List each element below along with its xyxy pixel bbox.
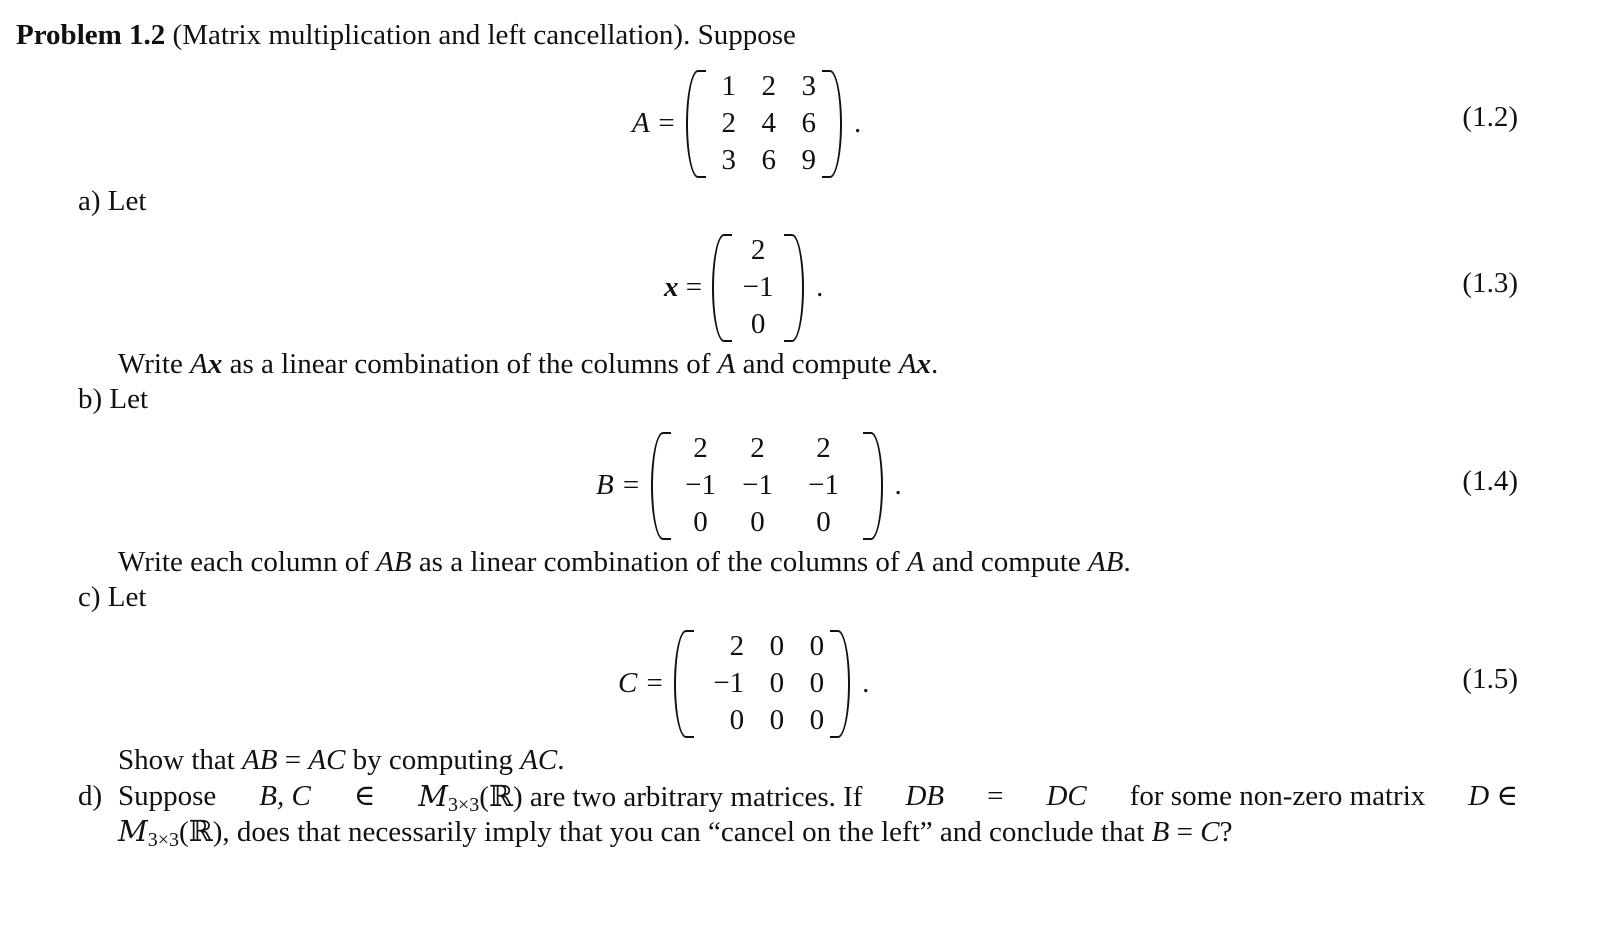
- right-paren: [863, 432, 883, 540]
- task-text: Write: [118, 348, 191, 380]
- task-text: Suppose: [118, 780, 217, 812]
- matrix-cell: 9: [801, 144, 817, 177]
- right-paren: [822, 70, 842, 178]
- math-symbol: AC: [308, 744, 346, 776]
- matrix-cell: 0: [693, 506, 708, 539]
- matrix-cell: 3: [721, 144, 737, 177]
- part-d-label: d): [78, 780, 103, 812]
- task-text: by computing: [345, 744, 521, 776]
- matrix-cell: 0: [816, 506, 831, 539]
- matrix-cell: 0: [769, 667, 785, 700]
- matrix-cell: −1: [742, 469, 773, 502]
- matrix-cell: −1: [713, 667, 745, 700]
- part-a-label-line: [78, 184, 146, 219]
- part-a-task: [118, 347, 938, 382]
- math-symbol: B: [1151, 816, 1170, 848]
- task-text: ?: [1219, 816, 1233, 848]
- matrix-c-grid: [694, 628, 830, 739]
- task-text: .: [1123, 546, 1131, 578]
- math-symbol: AB: [1088, 546, 1124, 578]
- equation-number-1-5: (1.5): [1462, 663, 1518, 695]
- matrix-cell: 0: [809, 630, 825, 663]
- vector-x-symbol: x: [664, 271, 679, 304]
- matrix-c-equation: [618, 628, 869, 739]
- left-paren: [674, 630, 694, 738]
- matrix-cell: 2: [750, 432, 765, 465]
- problem-number: Problem 1.2: [16, 19, 166, 51]
- task-text: and compute: [924, 546, 1089, 578]
- matrix-cell: 0: [729, 704, 745, 737]
- left-paren: [686, 70, 706, 178]
- vector-x-grid: [732, 232, 784, 343]
- part-c-task: [118, 743, 565, 778]
- task-text: (ℝ), does that necessarily imply that you can “cancel on the left” and conclude that: [178, 816, 1152, 848]
- task-text: Show that: [118, 744, 243, 776]
- problem-title: (Matrix multiplication and left cancellation).: [172, 19, 691, 51]
- matrix-cell: 6: [761, 144, 777, 177]
- matrix-cell: 0: [750, 506, 765, 539]
- vector-cell: −1: [742, 271, 774, 304]
- part-b-label-line: [78, 382, 148, 417]
- problem-heading-line: [16, 18, 796, 53]
- matrix-cell: 4: [761, 107, 777, 140]
- calligraphic-m: M: [118, 814, 148, 848]
- matrix-cell: 2: [693, 432, 708, 465]
- math-symbol: DB: [905, 780, 945, 812]
- part-c-intro: Let: [107, 581, 147, 613]
- task-text: (ℝ) are two arbitrary matrices. If: [479, 781, 863, 813]
- matrix-b-equation: [596, 430, 902, 541]
- task-text: as a linear combination of the columns of: [222, 348, 718, 380]
- task-text: Write each column of: [118, 546, 377, 578]
- left-paren: [712, 234, 732, 342]
- problem-lead: Suppose: [697, 19, 796, 51]
- matrix-cell: 0: [769, 704, 785, 737]
- matrix-cell: 0: [809, 704, 825, 737]
- period: .: [816, 271, 824, 304]
- math-symbol: A: [898, 348, 917, 380]
- math-symbol: A: [906, 546, 925, 578]
- equals-sign: =: [685, 271, 703, 304]
- period: .: [894, 469, 902, 502]
- math-symbol: DC: [1046, 780, 1087, 812]
- vector-x-equation: [664, 232, 823, 343]
- task-text: =: [1169, 816, 1201, 848]
- equation-number-1-3: (1.3): [1462, 267, 1518, 299]
- math-symbol: AB: [376, 546, 412, 578]
- subscript: 3×3: [147, 829, 179, 851]
- math-symbol: x: [207, 348, 223, 380]
- task-text: ∈: [1489, 780, 1518, 812]
- math-symbol: D: [1468, 780, 1490, 812]
- task-text: =: [987, 780, 1004, 812]
- part-b-intro: Let: [109, 383, 149, 415]
- math-symbol: A: [717, 348, 736, 380]
- subscript: 3×3: [447, 794, 480, 816]
- matrix-cell: 1: [721, 70, 737, 103]
- part-b-task: [118, 545, 1131, 580]
- equation-number-1-4: (1.4): [1462, 465, 1518, 497]
- period: .: [854, 107, 862, 140]
- calligraphic-m: M: [418, 779, 448, 813]
- matrix-cell: −1: [808, 469, 839, 502]
- vector-x-lhs: [664, 270, 702, 305]
- vector-cell: 0: [750, 308, 766, 341]
- matrix-cell: −1: [685, 469, 716, 502]
- vector-cell: 2: [750, 234, 766, 267]
- part-a-label: a): [78, 185, 101, 217]
- task-text: =: [277, 744, 309, 776]
- matrix-a-grid: [706, 68, 822, 179]
- task-text: as a linear combination of the columns of: [411, 546, 907, 578]
- task-text: and compute: [735, 348, 899, 380]
- math-symbol: B, C: [259, 780, 311, 812]
- matrix-cell: 2: [761, 70, 777, 103]
- right-paren: [830, 630, 850, 738]
- matrix-cell: 6: [801, 107, 817, 140]
- matrix-cell: 0: [809, 667, 825, 700]
- matrix-a-equation: [632, 68, 861, 179]
- matrix-cell: 0: [769, 630, 785, 663]
- matrix-c-lhs: C =: [618, 667, 665, 700]
- part-c-label: c): [78, 581, 101, 613]
- task-text: .: [931, 348, 939, 380]
- left-paren: [651, 432, 671, 540]
- matrix-cell: 3: [801, 70, 817, 103]
- equation-number-1-2: (1.2): [1462, 101, 1518, 133]
- math-symbol: AB: [242, 744, 278, 776]
- math-symbol: A: [190, 348, 208, 380]
- matrix-b-grid: [671, 430, 863, 541]
- matrix-cell: 2: [729, 630, 745, 663]
- part-a-intro: Let: [107, 185, 147, 217]
- part-b-label: b): [78, 383, 103, 415]
- math-symbol: x: [916, 348, 932, 380]
- matrix-cell: 2: [721, 107, 737, 140]
- part-c-label-line: [78, 580, 146, 615]
- math-symbol: AC: [520, 744, 558, 776]
- math-symbol: C: [1200, 816, 1220, 848]
- right-paren: [784, 234, 804, 342]
- matrix-b-lhs: B =: [596, 469, 641, 502]
- task-text: .: [557, 744, 565, 776]
- part-d-line-1: [118, 779, 1518, 817]
- part-d-line-2: [118, 814, 1232, 852]
- matrix-cell: 2: [816, 432, 831, 465]
- task-text: for some non-zero matrix: [1129, 780, 1426, 812]
- matrix-a-lhs: A =: [632, 107, 677, 140]
- task-text: ∈: [353, 780, 376, 812]
- period: .: [862, 667, 870, 700]
